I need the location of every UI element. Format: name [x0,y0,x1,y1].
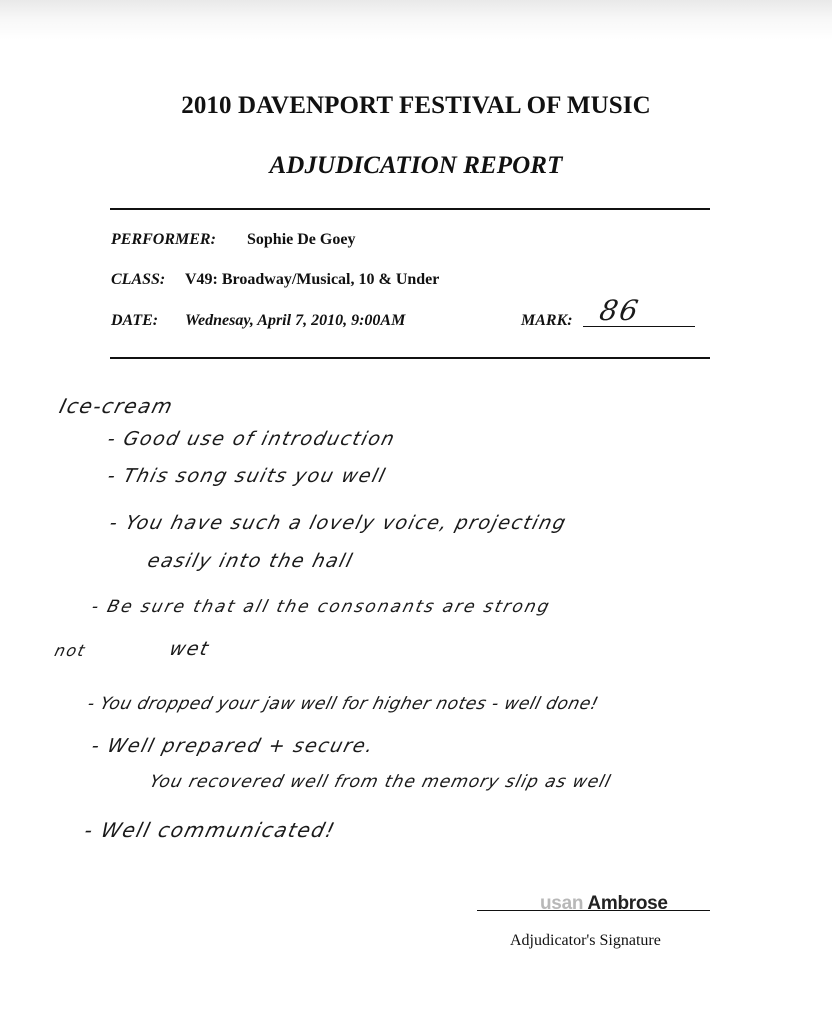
comment-line: You recovered well from the memory slip as well [147,772,614,792]
class-value: V49: Broadway/Musical, 10 & Under [185,271,440,288]
comment-line: - Well communicated! [82,818,339,842]
signature-caption: Adjudicator's Signature [510,932,661,949]
adjudicator-signature [540,893,668,915]
mark-underline [583,326,695,327]
report-title: ADJUDICATION REPORT [269,152,563,179]
comment-line: - Well prepared + secure. [89,735,377,757]
comment-line: - This song suits you well [105,465,389,487]
performer-label: PERFORMER: [111,231,216,248]
signature-name-part: Ambrose [583,893,668,914]
class-label: CLASS: [111,271,166,288]
performer-value: Sophie De Goey [247,231,356,248]
scan-top-shadow [0,0,832,40]
comment-line: - Be sure that all the consonants are strong [89,597,553,617]
bottom-divider [110,357,710,359]
signature-faded-part: usan [540,893,584,914]
top-divider [110,208,710,210]
comment-line: not [52,641,89,660]
comment-line: - You dropped your jaw well for higher notes - well done! [85,694,601,714]
comment-song-title: Ice-cream [57,394,177,418]
signature-line [477,910,710,911]
comment-line: wet [167,638,212,660]
comment-line: easily into the hall [145,550,356,572]
mark-value: 86 [597,294,643,327]
comment-line: - Good use of introduction [105,428,398,450]
date-label: DATE: [111,312,159,329]
festival-title: 2010 DAVENPORT FESTIVAL OF MUSIC [181,92,651,119]
date-value: Wednesay, April 7, 2010, 9:00AM [185,312,406,329]
comment-line: - You have such a lovely voice, projecting [107,512,570,534]
mark-label: MARK: [521,312,573,329]
